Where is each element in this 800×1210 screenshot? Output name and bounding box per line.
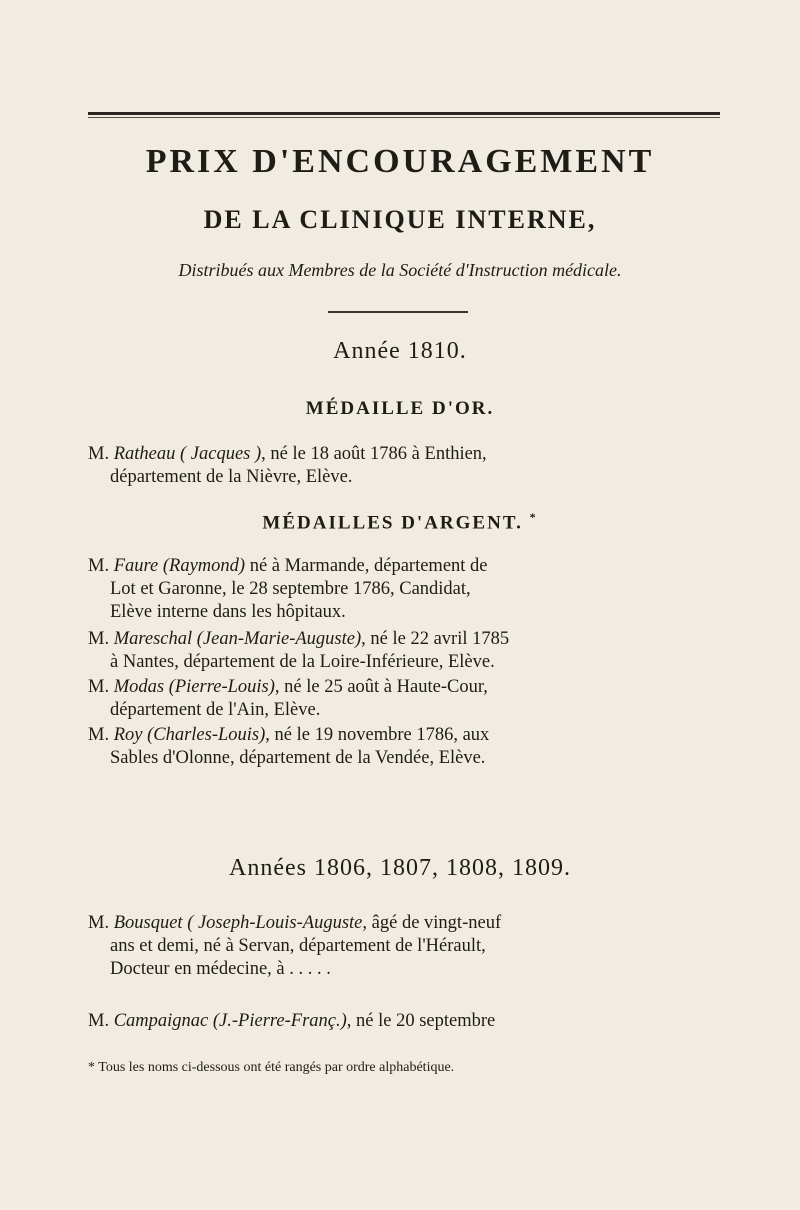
entry-prefix: M. <box>88 677 110 697</box>
entry-text: , né le 22 avril 1785 <box>361 629 510 649</box>
entry-surname: Faure <box>113 556 159 576</box>
entry-prefix: M. <box>88 444 110 464</box>
entry-text-cont: ans et demi, né à Servan, département de l'Hérault, <box>110 936 486 956</box>
entry-surname: Roy <box>113 725 143 745</box>
entry-surname: Modas <box>113 677 165 697</box>
entry-text-cont: Sables d'Olonne, département de la Vendée, Elève. <box>110 748 486 768</box>
entry-text-cont: à Nantes, département de la Loire-Inférieure, Elève. <box>110 652 495 672</box>
entry-given-name: (Jean-Marie-Auguste) <box>196 629 362 649</box>
top-rule <box>88 112 720 115</box>
entry-text: âgé de vingt-neuf <box>367 913 502 933</box>
distribution-line: Distribués aux Membres de la Société d'Instruction médicale. <box>178 260 622 280</box>
entry-text-cont: Lot et Garonne, le 28 septembre 1786, Candidat, <box>110 579 471 599</box>
footnote-marker: * <box>529 510 538 524</box>
entry-faure <box>88 555 728 624</box>
entry-text-cont: département de la Nièvre, Elève. <box>110 467 353 487</box>
entry-given-name: (Pierre-Louis) <box>168 677 275 697</box>
footnote: * Tous les noms ci-dessous ont été rangés par ordre alphabétique. <box>88 1060 455 1075</box>
entry-mareschal <box>88 628 728 674</box>
entry-text-cont: département de l'Ain, Elève. <box>110 700 321 720</box>
top-rule-thin <box>88 117 720 118</box>
entry-text: , né le 20 septembre <box>346 1011 496 1031</box>
entry-given-name: ( Joseph-Louis-Auguste, <box>187 913 368 933</box>
entry-roy <box>88 724 728 770</box>
entry-given-name: ( Jacques ) <box>179 444 262 464</box>
entry-surname: Ratheau <box>113 444 176 464</box>
entry-modas <box>88 676 728 722</box>
silver-medals-heading <box>0 510 800 534</box>
entry-bousquet <box>88 912 728 981</box>
year-1810-heading: Année 1810. <box>333 338 467 364</box>
entry-surname: Mareschal <box>113 629 193 649</box>
entry-ratheau <box>88 443 728 489</box>
entry-campaignac <box>88 1010 728 1033</box>
entry-text: , né le 19 novembre 1786, aux <box>265 725 490 745</box>
page-title: PRIX D'ENCOURAGEMENT <box>145 143 655 180</box>
page-subtitle: DE LA CLINIQUE INTERNE, <box>203 205 597 234</box>
entry-prefix: M. <box>88 725 110 745</box>
entry-prefix: M. <box>88 629 110 649</box>
entry-text: , né le 25 août à Haute-Cour, <box>274 677 488 697</box>
entry-surname: Bousquet <box>113 913 183 933</box>
gold-medal-heading: MÉDAILLE D'OR. <box>305 398 495 419</box>
entry-prefix: M. <box>88 1011 110 1031</box>
years-heading: Années 1806, 1807, 1808, 1809. <box>229 855 571 881</box>
silver-medals-label: MÉDAILLES D'ARGENT. <box>262 512 523 534</box>
entry-prefix: M. <box>88 913 110 933</box>
entry-text-cont: Elève interne dans les hôpitaux. <box>110 602 346 622</box>
entry-given-name: (Charles-Louis) <box>147 725 266 745</box>
entry-text-cont: Docteur en médecine, à . . . . . <box>110 959 331 979</box>
entry-given-name: (Raymond) <box>162 556 246 576</box>
entry-text: , né le 18 août 1786 à Enthien, <box>261 444 487 464</box>
entry-given-name: (J.-Pierre-Franç.) <box>212 1011 347 1031</box>
entry-surname: Campaignac <box>113 1011 209 1031</box>
divider-rule <box>328 311 468 313</box>
entry-text: né à Marmande, département de <box>245 556 488 576</box>
entry-prefix: M. <box>88 556 110 576</box>
